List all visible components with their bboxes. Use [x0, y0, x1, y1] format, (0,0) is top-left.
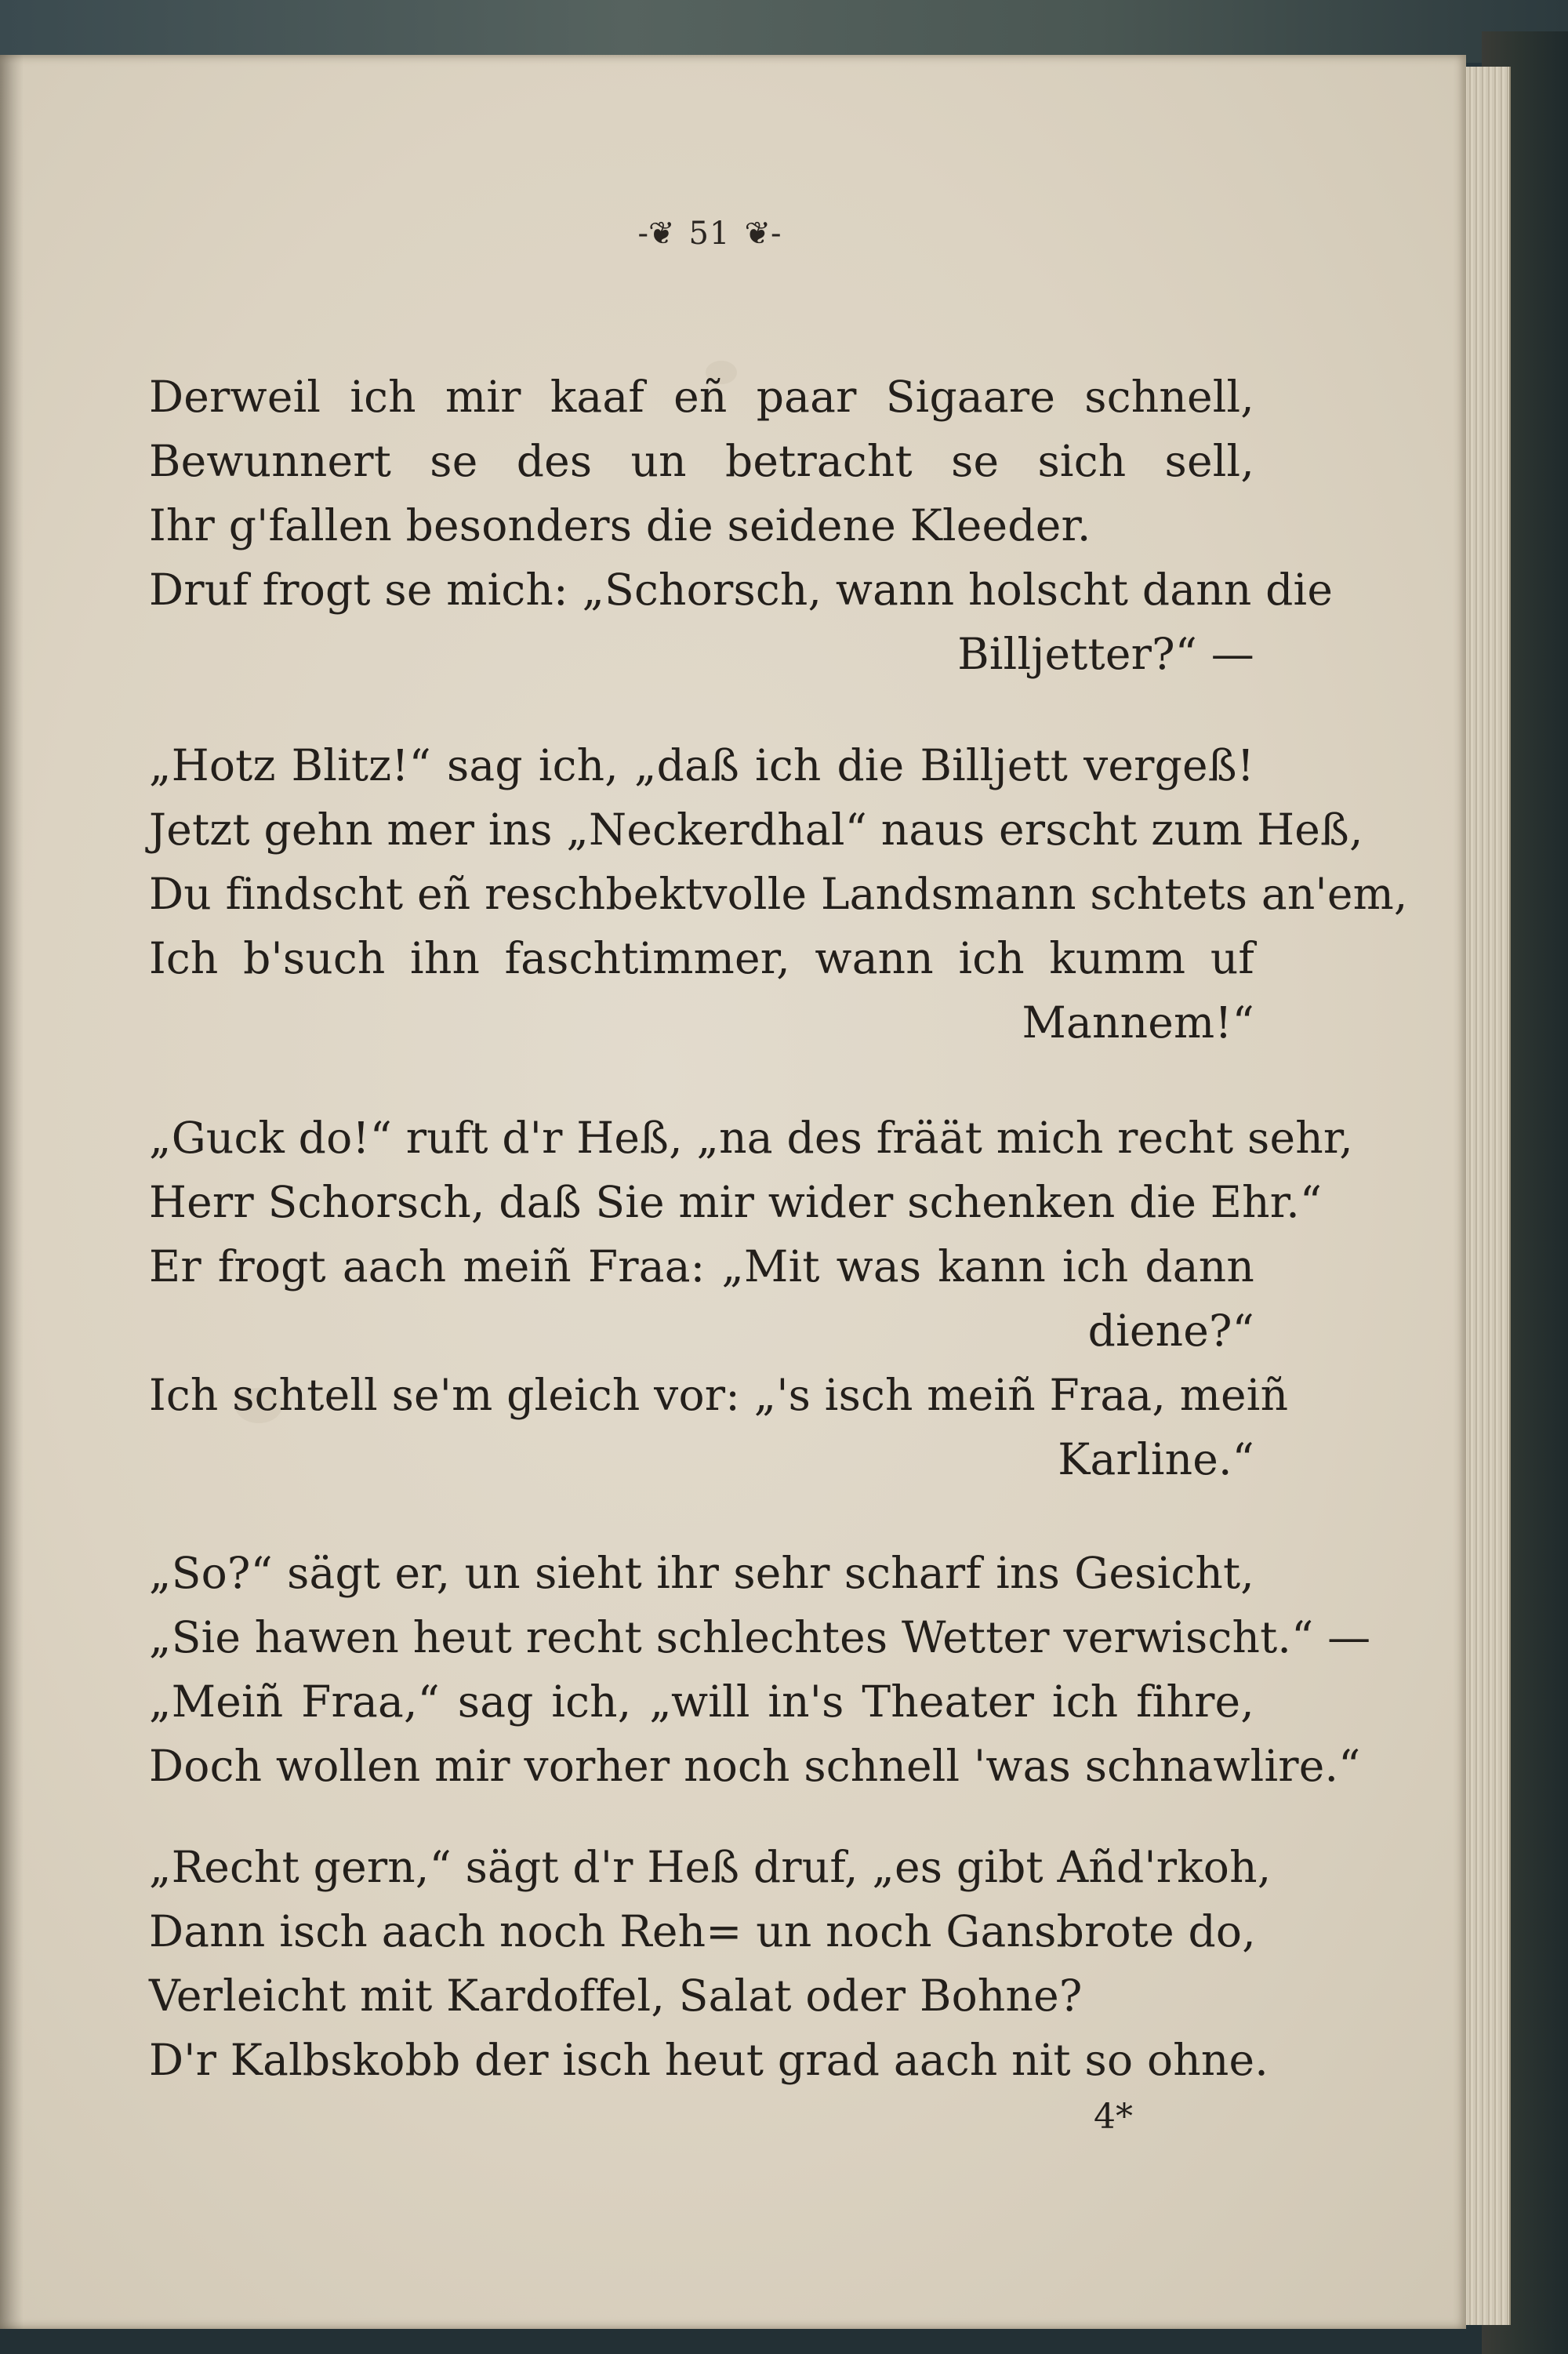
verse-line: Er frogt aach meiñ Fraa: „Mit was kann ich dann — [149, 1241, 1254, 1291]
verse-line: Du findscht eñ reschbektvolle Landsmann schtets an'em, — [149, 869, 1408, 919]
verse-line: „Hotz Blitz!“ sag ich, „daß ich die Billjett vergeß! — [149, 740, 1254, 790]
verse-line: Ihr g'fallen besonders die seidene Kleeder. — [149, 500, 1091, 550]
page-number: 51 — [688, 216, 731, 252]
verse-line: Dann isch aach noch Reh= un noch Gansbrote do, — [149, 1906, 1256, 1956]
left-ornament-icon: -❦ — [637, 216, 675, 252]
verse-line: „So?“ sägt er, un sieht ihr sehr scharf ins Gesicht, — [149, 1548, 1254, 1598]
stanza-3 — [149, 1106, 1353, 1491]
signature-mark: 4* — [1094, 2097, 1133, 2137]
verse-line-continuation: Karline.“ — [1058, 1434, 1254, 1484]
verse-line-continuation: Mannem!“ — [1022, 997, 1254, 1048]
book-top-edge — [0, 0, 1568, 63]
page-header — [604, 216, 815, 252]
verse-line: Ich schtell se'm gleich vor: „'s isch meiñ Fraa, meiñ — [149, 1370, 1289, 1420]
verse-line: Herr Schorsch, daß Sie mir wider schenken die Ehr.“ — [149, 1177, 1323, 1227]
verse-line: Ich b'such ihn faschtimmer, wann ich kumm uf — [149, 933, 1254, 983]
verse-line: „Recht gern,“ sägt d'r Heß druf, „es gibt Añd'rkoh, — [149, 1842, 1272, 1892]
stanza-5 — [149, 1835, 1272, 2092]
verse-line: Derweil ich mir kaaf eñ paar Sigaare schnell, — [149, 372, 1254, 422]
verse-line-continuation: diene?“ — [1087, 1306, 1254, 1356]
verse-line: „Meiñ Fraa,“ sag ich, „will in's Theater ich fihre, — [149, 1676, 1254, 1727]
verse-line: Druf frogt se mich: „Schorsch, wann holscht dann die — [149, 565, 1334, 615]
stanza-2 — [149, 733, 1408, 1055]
verse-line: „Sie hawen heut recht schlechtes Wetter verwischt.“ — — [149, 1612, 1371, 1662]
verse-line-continuation: Billjetter?“ — — [957, 629, 1254, 679]
verse-line: Verleicht mit Kardoffel, Salat oder Bohne? — [149, 1971, 1083, 2021]
verse-line: Jetzt gehn mer ins „Neckerdhal“ naus erscht zum Heß, — [149, 805, 1363, 855]
verse-line: Doch wollen mir vorher noch schnell 'was schnawlire.“ — [149, 1741, 1361, 1791]
stanza-1 — [149, 365, 1334, 686]
stanza-4 — [149, 1541, 1371, 1798]
verse-line: „Guck do!“ ruft d'r Heß, „na des fräät mich recht sehr, — [149, 1113, 1353, 1163]
verse-line: D'r Kalbskobb der isch heut grad aach nit so ohne. — [149, 2035, 1269, 2085]
right-ornament-icon: ❦- — [744, 216, 782, 252]
book-page — [0, 55, 1466, 2329]
verse-line: Bewunnert se des un betracht se sich sell, — [149, 436, 1254, 486]
